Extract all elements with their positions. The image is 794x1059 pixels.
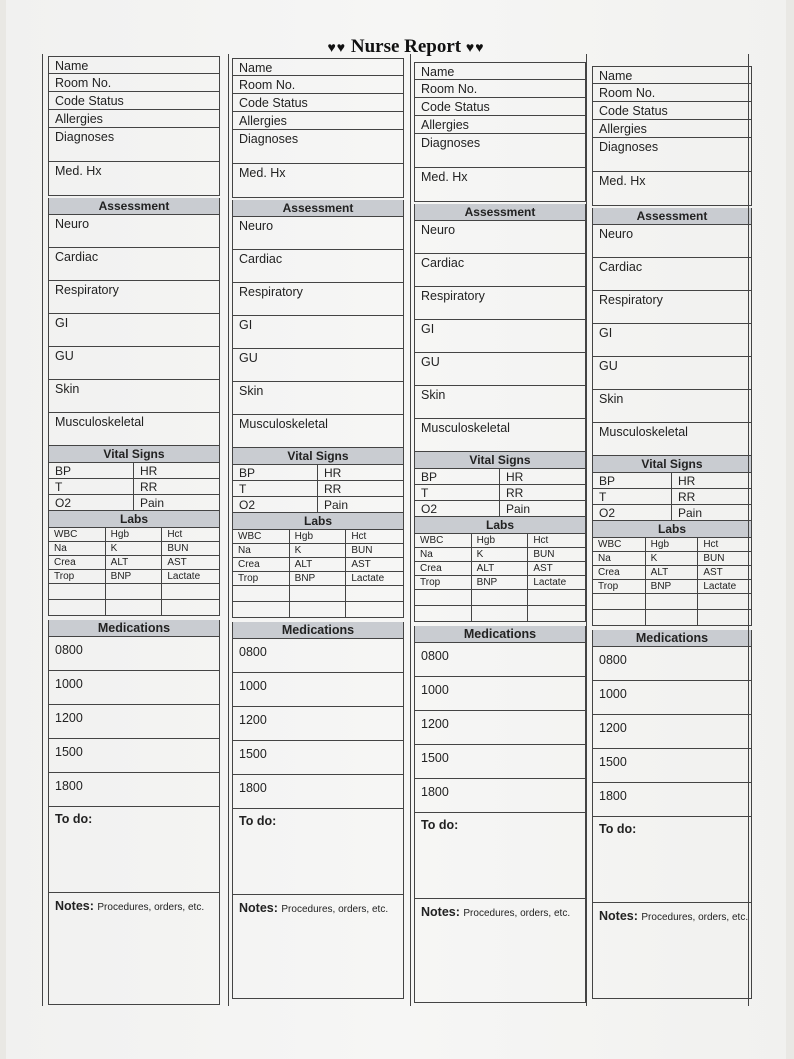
- column-divider: [410, 54, 411, 1006]
- vital-signs-grid: [592, 473, 752, 521]
- vital-o2[interactable]: O2: [233, 497, 318, 513]
- assessment-skin[interactable]: Skin: [232, 382, 404, 415]
- lab-bun[interactable]: BUN: [528, 548, 585, 562]
- notes-section[interactable]: [48, 893, 220, 1005]
- hearts-left-icon: ♥♥: [327, 41, 347, 56]
- lab-lactate[interactable]: Lactate: [162, 570, 219, 584]
- lab-empty-cell[interactable]: [415, 606, 472, 622]
- notes-section[interactable]: [592, 903, 752, 999]
- lab-trop[interactable]: Trop: [593, 580, 646, 594]
- lab-empty-cell[interactable]: [233, 602, 290, 618]
- vital-o2[interactable]: O2: [49, 495, 134, 511]
- lab-bnp[interactable]: BNP: [106, 570, 163, 584]
- medication-time-1000[interactable]: 1000: [232, 673, 404, 707]
- lab-bun[interactable]: BUN: [162, 542, 219, 556]
- vital-signs-header: Vital Signs: [48, 446, 220, 463]
- medication-time-1500[interactable]: 1500: [414, 745, 586, 779]
- assessment-musculoskeletal[interactable]: Musculoskeletal: [48, 413, 220, 446]
- column-divider: [42, 54, 43, 1006]
- lab-empty-cell[interactable]: [290, 602, 347, 618]
- lab-k[interactable]: K: [646, 552, 699, 566]
- vital-signs-grid: [414, 469, 586, 517]
- column-divider: [228, 54, 229, 1006]
- lab-empty-cell[interactable]: [415, 590, 472, 606]
- lab-empty-cell[interactable]: [106, 584, 163, 600]
- lab-ast[interactable]: AST: [528, 562, 585, 576]
- lab-empty-cell[interactable]: [646, 610, 699, 626]
- medication-time-0800[interactable]: 0800: [414, 643, 586, 677]
- lab-empty-cell[interactable]: [472, 606, 529, 622]
- lab-empty-cell[interactable]: [528, 606, 585, 622]
- lab-empty-cell[interactable]: [528, 590, 585, 606]
- lab-empty-cell[interactable]: [646, 594, 699, 610]
- lab-empty-cell[interactable]: [472, 590, 529, 606]
- lab-crea[interactable]: Crea: [233, 558, 290, 572]
- medication-time-1500[interactable]: 1500: [232, 741, 404, 775]
- assessment-gi[interactable]: GI: [592, 324, 752, 357]
- lab-alt[interactable]: ALT: [106, 556, 163, 570]
- vital-signs-header: Vital Signs: [592, 456, 752, 473]
- vital-signs-header: Vital Signs: [414, 452, 586, 469]
- lab-bun[interactable]: BUN: [346, 544, 403, 558]
- medication-time-1800[interactable]: 1800: [414, 779, 586, 813]
- lab-bun[interactable]: BUN: [698, 552, 751, 566]
- labs-header: Labs: [232, 513, 404, 530]
- medication-time-1000[interactable]: 1000: [48, 671, 220, 705]
- vital-pain[interactable]: Pain: [500, 501, 585, 517]
- field-code-status[interactable]: Code Status: [48, 92, 220, 110]
- assessment-gi[interactable]: GI: [232, 316, 404, 349]
- medications-header: Medications: [48, 620, 220, 637]
- notes-label: Notes:: [239, 901, 278, 915]
- vital-signs-grid: [48, 463, 220, 511]
- field-room-no-[interactable]: Room No.: [414, 80, 586, 98]
- medication-time-1800[interactable]: 1800: [592, 783, 752, 817]
- assessment-neuro[interactable]: Neuro: [48, 215, 220, 248]
- todo-section[interactable]: [48, 807, 220, 893]
- vital-pain[interactable]: Pain: [318, 497, 403, 513]
- field-med-hx[interactable]: Med. Hx: [592, 172, 752, 206]
- todo-section[interactable]: [232, 809, 404, 895]
- field-room-no-[interactable]: Room No.: [232, 76, 404, 94]
- field-diagnoses[interactable]: Diagnoses: [232, 130, 404, 164]
- field-code-status[interactable]: Code Status: [414, 98, 586, 116]
- hearts-right-icon: ♥♥: [465, 41, 485, 56]
- labs-header: Labs: [48, 511, 220, 528]
- lab-crea[interactable]: Crea: [49, 556, 106, 570]
- labs-grid: [232, 530, 404, 618]
- lab-wbc[interactable]: WBC: [415, 534, 472, 548]
- lab-bnp[interactable]: BNP: [646, 580, 699, 594]
- labs-grid: [414, 534, 586, 622]
- assessment-cardiac[interactable]: Cardiac: [48, 248, 220, 281]
- lab-crea[interactable]: Crea: [415, 562, 472, 576]
- assessment-header: Assessment: [414, 204, 586, 221]
- vital-rr[interactable]: RR: [672, 489, 751, 505]
- vital-hr[interactable]: HR: [318, 465, 403, 481]
- field-code-status[interactable]: Code Status: [232, 94, 404, 112]
- assessment-gi[interactable]: GI: [48, 314, 220, 347]
- notes-label: Notes:: [55, 899, 94, 913]
- lab-hgb[interactable]: Hgb: [646, 538, 699, 552]
- field-med-hx[interactable]: Med. Hx: [48, 162, 220, 196]
- assessment-cardiac[interactable]: Cardiac: [592, 258, 752, 291]
- assessment-header: Assessment: [592, 208, 752, 225]
- todo-label: To do:: [599, 822, 637, 836]
- lab-k[interactable]: K: [472, 548, 529, 562]
- field-name[interactable]: Name: [48, 56, 220, 74]
- assessment-neuro[interactable]: Neuro: [232, 217, 404, 250]
- medication-time-1500[interactable]: 1500: [48, 739, 220, 773]
- field-allergies[interactable]: Allergies: [592, 120, 752, 138]
- assessment-gu[interactable]: GU: [592, 357, 752, 390]
- vital-signs-grid: [232, 465, 404, 513]
- medication-time-0800[interactable]: 0800: [48, 637, 220, 671]
- labs-grid: [48, 528, 220, 616]
- vital-rr[interactable]: RR: [500, 485, 585, 501]
- field-diagnoses[interactable]: Diagnoses: [48, 128, 220, 162]
- lab-wbc[interactable]: WBC: [593, 538, 646, 552]
- lab-hct[interactable]: Hct: [346, 530, 403, 544]
- assessment-musculoskeletal[interactable]: Musculoskeletal: [414, 419, 586, 452]
- assessment-respiratory[interactable]: Respiratory: [592, 291, 752, 324]
- lab-alt[interactable]: ALT: [646, 566, 699, 580]
- patient-column-2: [232, 58, 404, 999]
- lab-hgb[interactable]: Hgb: [106, 528, 163, 542]
- medication-time-1200[interactable]: 1200: [48, 705, 220, 739]
- medication-time-0800[interactable]: 0800: [232, 639, 404, 673]
- assessment-cardiac[interactable]: Cardiac: [232, 250, 404, 283]
- lab-hgb[interactable]: Hgb: [290, 530, 347, 544]
- page-title: [6, 36, 794, 58]
- lab-empty-cell[interactable]: [593, 610, 646, 626]
- field-med-hx[interactable]: Med. Hx: [232, 164, 404, 198]
- field-diagnoses[interactable]: Diagnoses: [414, 134, 586, 168]
- field-diagnoses[interactable]: Diagnoses: [592, 138, 752, 172]
- lab-bnp[interactable]: BNP: [290, 572, 347, 586]
- column-divider: [586, 54, 587, 1006]
- lab-empty-cell[interactable]: [593, 594, 646, 610]
- medication-time-1800[interactable]: 1800: [48, 773, 220, 807]
- vital-t[interactable]: T: [593, 489, 672, 505]
- lab-trop[interactable]: Trop: [49, 570, 106, 584]
- lab-hct[interactable]: Hct: [528, 534, 585, 548]
- medications-header: Medications: [232, 622, 404, 639]
- assessment-skin[interactable]: Skin: [48, 380, 220, 413]
- assessment-gu[interactable]: GU: [414, 353, 586, 386]
- patient-column-1: [48, 56, 220, 1005]
- vital-pain[interactable]: Pain: [672, 505, 751, 521]
- vital-pain[interactable]: Pain: [134, 495, 219, 511]
- vital-signs-header: Vital Signs: [232, 448, 404, 465]
- patient-column-3: [414, 62, 586, 1003]
- vital-t[interactable]: T: [233, 481, 318, 497]
- lab-lactate[interactable]: Lactate: [528, 576, 585, 590]
- column-divider: [748, 54, 749, 1006]
- field-allergies[interactable]: Allergies: [232, 112, 404, 130]
- lab-lactate[interactable]: Lactate: [698, 580, 751, 594]
- assessment-gu[interactable]: GU: [48, 347, 220, 380]
- lab-wbc[interactable]: WBC: [49, 528, 106, 542]
- lab-trop[interactable]: Trop: [415, 576, 472, 590]
- assessment-neuro[interactable]: Neuro: [414, 221, 586, 254]
- assessment-musculoskeletal[interactable]: Musculoskeletal: [592, 423, 752, 456]
- patient-column-4: [592, 66, 752, 999]
- todo-label: To do:: [239, 814, 277, 828]
- assessment-cardiac[interactable]: Cardiac: [414, 254, 586, 287]
- vital-bp[interactable]: BP: [415, 469, 500, 485]
- lab-empty-cell[interactable]: [49, 584, 106, 600]
- lab-empty-cell[interactable]: [698, 610, 751, 626]
- medication-time-1000[interactable]: 1000: [414, 677, 586, 711]
- assessment-header: Assessment: [232, 200, 404, 217]
- medication-time-1000[interactable]: 1000: [592, 681, 752, 715]
- lab-k[interactable]: K: [106, 542, 163, 556]
- lab-na[interactable]: Na: [233, 544, 290, 558]
- vital-bp[interactable]: BP: [593, 473, 672, 489]
- field-name[interactable]: Name: [592, 66, 752, 84]
- field-name[interactable]: Name: [232, 58, 404, 76]
- lab-wbc[interactable]: WBC: [233, 530, 290, 544]
- lab-na[interactable]: Na: [593, 552, 646, 566]
- lab-empty-cell[interactable]: [162, 584, 219, 600]
- medications-header: Medications: [592, 630, 752, 647]
- assessment-skin[interactable]: Skin: [414, 386, 586, 419]
- notes-hint: Procedures, orders, etc.: [463, 908, 571, 919]
- lab-empty-cell[interactable]: [698, 594, 751, 610]
- lab-empty-cell[interactable]: [106, 600, 163, 616]
- labs-grid: [592, 538, 752, 626]
- lab-na[interactable]: Na: [49, 542, 106, 556]
- notes-section[interactable]: [414, 899, 586, 1003]
- todo-label: To do:: [55, 812, 93, 826]
- lab-alt[interactable]: ALT: [472, 562, 529, 576]
- field-allergies[interactable]: Allergies: [48, 110, 220, 128]
- notes-hint: Procedures, orders, etc.: [641, 912, 749, 923]
- notes-hint: Procedures, orders, etc.: [97, 902, 205, 913]
- labs-header: Labs: [414, 517, 586, 534]
- field-allergies[interactable]: Allergies: [414, 116, 586, 134]
- lab-bnp[interactable]: BNP: [472, 576, 529, 590]
- assessment-respiratory[interactable]: Respiratory: [232, 283, 404, 316]
- assessment-skin[interactable]: Skin: [592, 390, 752, 423]
- vital-bp[interactable]: BP: [49, 463, 134, 479]
- assessment-musculoskeletal[interactable]: Musculoskeletal: [232, 415, 404, 448]
- lab-ast[interactable]: AST: [162, 556, 219, 570]
- assessment-respiratory[interactable]: Respiratory: [48, 281, 220, 314]
- vital-bp[interactable]: BP: [233, 465, 318, 481]
- todo-section[interactable]: [592, 817, 752, 903]
- title-text: Nurse Report: [350, 36, 462, 57]
- assessment-header: Assessment: [48, 198, 220, 215]
- medication-time-1200[interactable]: 1200: [232, 707, 404, 741]
- vital-o2[interactable]: O2: [415, 501, 500, 517]
- vital-hr[interactable]: HR: [500, 469, 585, 485]
- notes-hint: Procedures, orders, etc.: [281, 904, 389, 915]
- lab-empty-cell[interactable]: [233, 586, 290, 602]
- assessment-respiratory[interactable]: Respiratory: [414, 287, 586, 320]
- medication-time-1500[interactable]: 1500: [592, 749, 752, 783]
- vital-hr[interactable]: HR: [134, 463, 219, 479]
- notes-label: Notes:: [421, 905, 460, 919]
- vital-t[interactable]: T: [415, 485, 500, 501]
- labs-header: Labs: [592, 521, 752, 538]
- lab-k[interactable]: K: [290, 544, 347, 558]
- assessment-gu[interactable]: GU: [232, 349, 404, 382]
- field-room-no-[interactable]: Room No.: [48, 74, 220, 92]
- vital-rr[interactable]: RR: [318, 481, 403, 497]
- lab-trop[interactable]: Trop: [233, 572, 290, 586]
- lab-ast[interactable]: AST: [698, 566, 751, 580]
- field-room-no-[interactable]: Room No.: [592, 84, 752, 102]
- field-name[interactable]: Name: [414, 62, 586, 80]
- lab-empty-cell[interactable]: [346, 586, 403, 602]
- lab-hgb[interactable]: Hgb: [472, 534, 529, 548]
- lab-na[interactable]: Na: [415, 548, 472, 562]
- medication-time-1200[interactable]: 1200: [414, 711, 586, 745]
- todo-label: To do:: [421, 818, 459, 832]
- lab-empty-cell[interactable]: [162, 600, 219, 616]
- vital-rr[interactable]: RR: [134, 479, 219, 495]
- lab-empty-cell[interactable]: [49, 600, 106, 616]
- medications-header: Medications: [414, 626, 586, 643]
- vital-t[interactable]: T: [49, 479, 134, 495]
- medication-time-0800[interactable]: 0800: [592, 647, 752, 681]
- lab-alt[interactable]: ALT: [290, 558, 347, 572]
- medication-time-1800[interactable]: 1800: [232, 775, 404, 809]
- lab-empty-cell[interactable]: [346, 602, 403, 618]
- field-code-status[interactable]: Code Status: [592, 102, 752, 120]
- lab-hct[interactable]: Hct: [698, 538, 751, 552]
- vital-o2[interactable]: O2: [593, 505, 672, 521]
- todo-section[interactable]: [414, 813, 586, 899]
- vital-hr[interactable]: HR: [672, 473, 751, 489]
- lab-lactate[interactable]: Lactate: [346, 572, 403, 586]
- lab-empty-cell[interactable]: [290, 586, 347, 602]
- notes-section[interactable]: [232, 895, 404, 999]
- notes-label: Notes:: [599, 909, 638, 923]
- lab-crea[interactable]: Crea: [593, 566, 646, 580]
- field-med-hx[interactable]: Med. Hx: [414, 168, 586, 202]
- assessment-gi[interactable]: GI: [414, 320, 586, 353]
- lab-hct[interactable]: Hct: [162, 528, 219, 542]
- lab-ast[interactable]: AST: [346, 558, 403, 572]
- assessment-neuro[interactable]: Neuro: [592, 225, 752, 258]
- medication-time-1200[interactable]: 1200: [592, 715, 752, 749]
